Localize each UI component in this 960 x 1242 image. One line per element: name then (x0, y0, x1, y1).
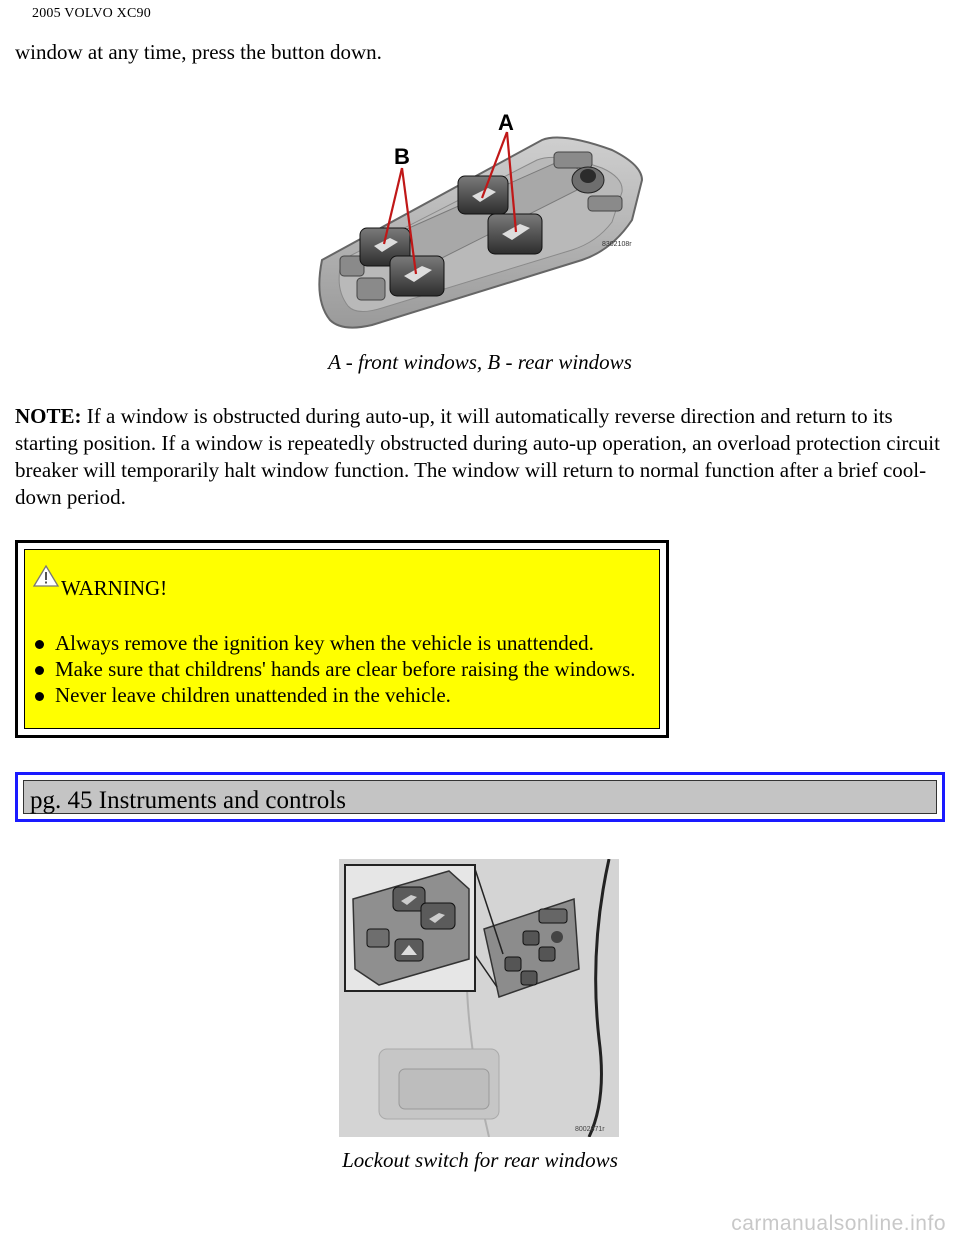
lockout-switch-icon (395, 939, 423, 961)
note-text: If a window is obstructed during auto-up, it will automatically reverse direction and return to its starting position. If a window is repeatedly obstructed during auto-up operation, an overload protection circuit breaker will temporarily halt window function. The window will return to normal function after a brief cool-down period. (15, 404, 940, 509)
figure-code: 8002871r (575, 1126, 605, 1133)
warning-item: Never leave children unattended in the vehicle. (31, 682, 651, 708)
window-switch-illustration (312, 110, 648, 332)
lockout-switch-illustration (339, 859, 619, 1137)
bullet-icon (35, 640, 44, 649)
warning-title: WARNING! (61, 576, 168, 600)
callout-a-label: A (498, 110, 514, 135)
figure2-caption: Lockout switch for rear windows (342, 1148, 618, 1172)
rear-window-switch-right (390, 256, 444, 296)
figure-code: 8302108r (602, 241, 632, 248)
warning-triangle-icon (33, 564, 59, 588)
callout-b-label: B (394, 144, 410, 169)
inset-window-switch (393, 887, 425, 911)
warning-list (31, 630, 651, 708)
inset-window-switch (421, 903, 455, 929)
bullet-icon (35, 692, 44, 701)
warning-item: Make sure that childrens' hands are clear before raising the windows. (31, 656, 651, 682)
bullet-icon (35, 666, 44, 675)
page-header: 2005 VOLVO XC90 (32, 6, 151, 21)
section-title: pg. 45 Instruments and controls (30, 787, 346, 814)
figure1-caption: A - front windows, B - rear windows (328, 350, 632, 374)
intro-text: window at any time, press the button down. (15, 40, 382, 64)
warning-item: Always remove the ignition key when the vehicle is unattended. (31, 630, 651, 656)
watermark: carmanualsonline.info (731, 1212, 946, 1235)
note-label: NOTE: (15, 404, 82, 428)
note-paragraph (15, 403, 945, 511)
section-header-box (15, 772, 945, 822)
warning-box (15, 540, 669, 738)
